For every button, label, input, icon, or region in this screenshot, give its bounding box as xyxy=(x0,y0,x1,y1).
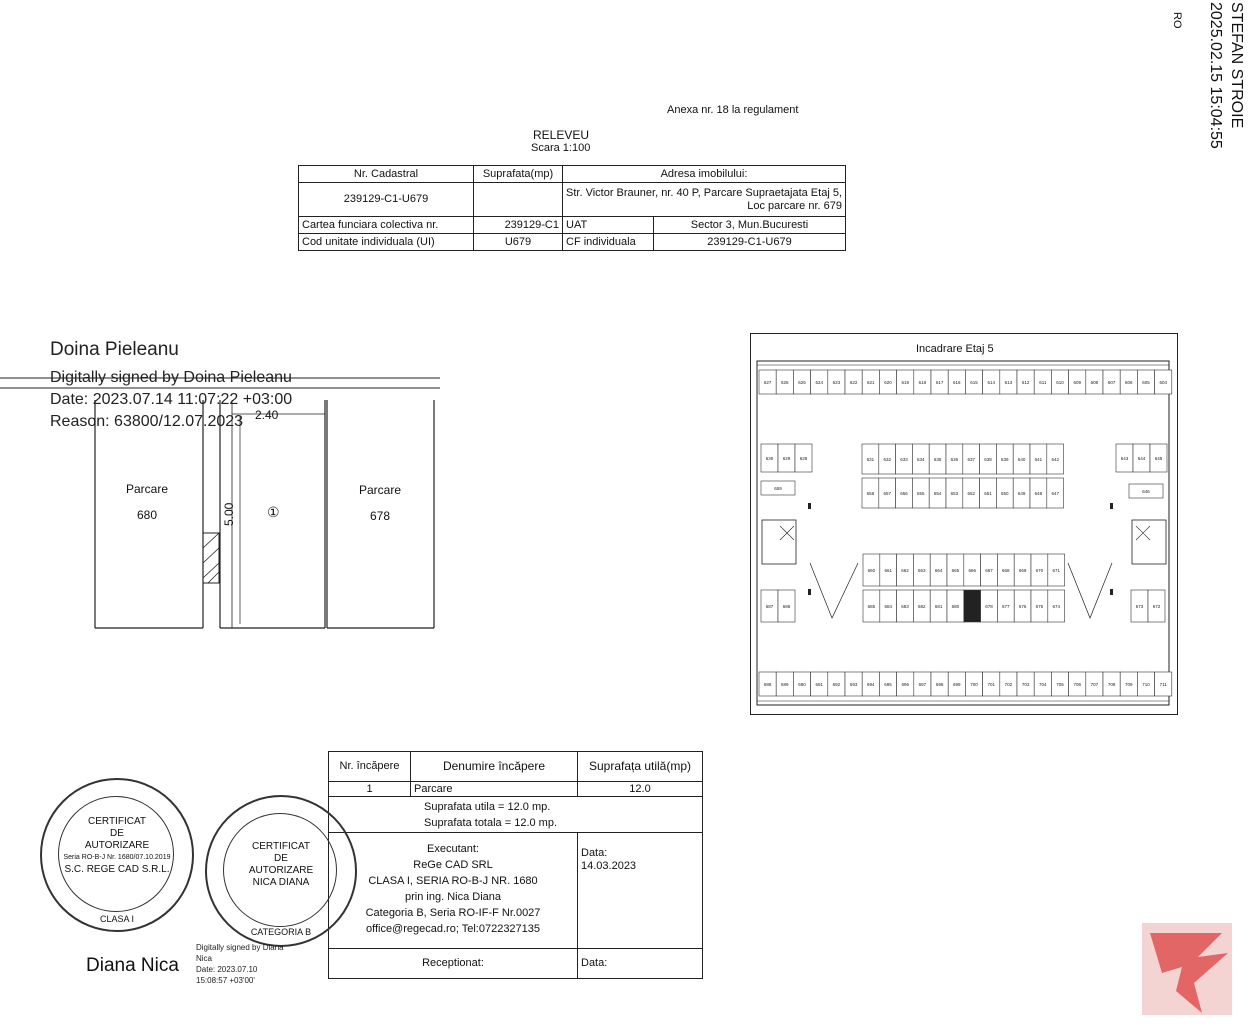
spot-711-label: 711 xyxy=(1159,682,1167,687)
spot-675-label: 675 xyxy=(1035,604,1044,609)
spot-648-label: 648 xyxy=(1034,491,1043,496)
spot-664-label: 664 xyxy=(934,568,943,573)
annex-label: Anexa nr. 18 la regulament xyxy=(667,104,799,116)
signer2-line1: Digitally signed by Diana xyxy=(196,943,284,952)
spot-632-label: 632 xyxy=(883,457,891,462)
room-table xyxy=(328,751,703,979)
stamp1-line6: CLASA I xyxy=(99,914,135,924)
spot-646-label: 646 xyxy=(1142,489,1150,494)
spot-707-label: 707 xyxy=(1090,682,1099,687)
spot-657-label: 657 xyxy=(883,491,891,496)
spot-673-label: 673 xyxy=(1135,604,1144,609)
spot-624-label: 624 xyxy=(815,380,823,385)
spot-671-label: 671 xyxy=(1052,568,1060,573)
spot-710-label: 710 xyxy=(1142,682,1150,687)
spot-693-label: 693 xyxy=(849,682,858,687)
spot-695-label: 695 xyxy=(884,682,892,687)
h-room-area: Suprafața utilă(mp) xyxy=(578,752,703,782)
spot-635-label: 635 xyxy=(933,457,942,462)
spot-622-label: 622 xyxy=(849,380,858,385)
spot-699-label: 699 xyxy=(953,682,961,687)
spot-708-label: 708 xyxy=(1107,682,1116,687)
spot-608-label: 608 xyxy=(1090,380,1099,385)
stamp1-line4: Seria RO-B-J Nr. 1680/07.10.2019 xyxy=(63,854,171,861)
spot-658-label: 658 xyxy=(866,491,875,496)
stamp2-line5: CATEGORIA B xyxy=(250,927,312,937)
spot-669-label: 669 xyxy=(1018,568,1027,573)
spot-686-label: 686 xyxy=(782,604,791,609)
stamp-company xyxy=(40,778,194,932)
spot-666-label: 666 xyxy=(968,568,976,573)
spot-703-label: 703 xyxy=(1021,682,1030,687)
spot-681-label: 681 xyxy=(934,604,943,609)
signer1-name: Doina Pieleanu xyxy=(50,339,179,360)
h-room-nr: Nr. încăpere xyxy=(329,752,411,782)
spot-609-label: 609 xyxy=(1073,380,1081,385)
spot-670-label: 670 xyxy=(1035,568,1044,573)
ramp-left xyxy=(810,563,858,618)
spot-684-label: 684 xyxy=(884,604,892,609)
spot-633-label: 633 xyxy=(900,457,908,462)
stamp1-line2: DE xyxy=(110,828,124,839)
overview-plan xyxy=(750,333,1178,715)
spot-652-label: 652 xyxy=(967,491,975,496)
spot-645-label: 645 xyxy=(1154,456,1163,461)
spot-613-label: 613 xyxy=(1004,380,1013,385)
signer2-name: Diana Nica xyxy=(86,955,179,976)
spot-688-label: 688 xyxy=(763,682,772,687)
spot-616-label: 616 xyxy=(953,380,961,385)
executant-category: Categoria B, Seria RO-IF-F Nr.0027 xyxy=(365,907,541,919)
useful-area: Suprafata utila = 12.0 mp. xyxy=(424,800,551,813)
spot-674-label: 674 xyxy=(1052,604,1060,609)
signer2-line4: 15:08:57 +03'00' xyxy=(196,976,255,985)
spot-655-label: 655 xyxy=(917,491,925,496)
uat-label: UAT xyxy=(563,217,654,234)
spot-659-label: 659 xyxy=(774,486,782,491)
spot-678-label: 678 xyxy=(985,604,993,609)
spot-661-label: 661 xyxy=(884,568,892,573)
spot-618-label: 618 xyxy=(918,380,927,385)
stamp1-line5: S.C. REGE CAD S.R.L. xyxy=(64,864,170,875)
receipt-date: Data: xyxy=(578,949,703,979)
spot-643-label: 643 xyxy=(1120,456,1129,461)
spot-692-label: 692 xyxy=(832,682,841,687)
spot-680-label: 680 xyxy=(951,604,960,609)
scale-label: Scara 1:100 xyxy=(531,142,591,154)
spot-709-label: 709 xyxy=(1125,682,1133,687)
h-address: Adresa imobilului: xyxy=(563,166,846,183)
address-value: Str. Victor Brauner, nr. 40 P, Parcare Supraetajata Etaj 5, Loc parcare nr. 679 xyxy=(563,183,846,217)
spot-629-label: 629 xyxy=(782,456,791,461)
right-spot-label: Parcare xyxy=(359,483,402,497)
spot-668-label: 668 xyxy=(1002,568,1010,573)
spot-701-label: 701 xyxy=(987,682,995,687)
spot-694-label: 694 xyxy=(867,682,875,687)
cadastral-value: 239129-C1-U679 xyxy=(299,183,474,217)
spot-691-label: 691 xyxy=(815,682,823,687)
spot-640-label: 640 xyxy=(1017,457,1026,462)
spot-704-label: 704 xyxy=(1039,682,1047,687)
right-spot-number: 678 xyxy=(370,509,391,523)
total-area: Suprafata totala = 12.0 mp. xyxy=(424,816,558,829)
ui-value: U679 xyxy=(474,234,563,251)
date-value: 14.03.2023 xyxy=(581,860,637,872)
spot-642-label: 642 xyxy=(1051,457,1059,462)
executant-contact: office@regecad.ro; Tel:0722327135 xyxy=(365,923,541,935)
room-marker: ① xyxy=(267,504,280,520)
spot-706-label: 706 xyxy=(1073,682,1081,687)
spot-700-label: 700 xyxy=(970,682,978,687)
cfi-label: CF individuala xyxy=(563,234,654,251)
spot-607-label: 607 xyxy=(1107,380,1116,385)
spot-650-label: 650 xyxy=(1001,491,1009,496)
room-area: 12.0 xyxy=(578,782,703,797)
h-area: Suprafata(mp) xyxy=(474,166,563,183)
spot-679 xyxy=(964,590,981,622)
signer1-line1: Digitally signed by Doina Pieleanu xyxy=(50,369,292,386)
spot-611-label: 611 xyxy=(1039,380,1047,385)
left-spot-label: Parcare xyxy=(126,482,169,496)
signer2-line2: Nica xyxy=(196,954,213,963)
cf-label: Cartea funciara colectiva nr. xyxy=(299,217,474,234)
spot-606-label: 606 xyxy=(1125,380,1133,385)
logo-icon xyxy=(1142,923,1232,1015)
spot-620-label: 620 xyxy=(884,380,892,385)
spot-683-label: 683 xyxy=(901,604,909,609)
spot-687-label: 687 xyxy=(765,604,774,609)
spot-696-label: 696 xyxy=(901,682,909,687)
spot-638-label: 638 xyxy=(984,457,992,462)
spot-604-label: 604 xyxy=(1159,380,1167,385)
signer2-line3: Date: 2023.07.10 xyxy=(196,965,258,974)
spot-667-label: 667 xyxy=(985,568,993,573)
left-spot-number: 680 xyxy=(137,508,158,522)
cfi-value: 239129-C1-U679 xyxy=(654,234,846,251)
side-signature-name: STEFAN STROIE xyxy=(1228,2,1245,129)
side-signature-datetime: 2025.02.15 15:04:55 xyxy=(1207,2,1224,149)
stamp1-line1: CERTIFICAT xyxy=(88,816,146,827)
spot-631-label: 631 xyxy=(866,457,875,462)
h-room-name: Denumire încăpere xyxy=(411,752,578,782)
spot-617-label: 617 xyxy=(935,380,944,385)
executant-class: CLASA I, SERIA RO-B-J NR. 1680 xyxy=(368,875,538,887)
spot-625-label: 625 xyxy=(798,380,806,385)
overview-title: Incadrare Etaj 5 xyxy=(916,343,994,355)
spot-619-label: 619 xyxy=(901,380,909,385)
spot-653-label: 653 xyxy=(950,491,959,496)
ui-label: Cod unitate individuala (UI) xyxy=(299,234,474,251)
spot-690-label: 690 xyxy=(798,682,806,687)
spot-649-label: 649 xyxy=(1017,491,1026,496)
spot-660-label: 660 xyxy=(867,568,876,573)
spot-677-label: 677 xyxy=(1002,604,1010,609)
spot-665-label: 665 xyxy=(951,568,960,573)
spot-689-label: 689 xyxy=(781,682,789,687)
spot-623-label: 623 xyxy=(832,380,841,385)
width-dimension: 2.40 xyxy=(255,408,279,422)
spot-610-label: 610 xyxy=(1056,380,1064,385)
spot-644-label: 644 xyxy=(1137,456,1146,461)
spot-702-label: 702 xyxy=(1004,682,1013,687)
spot-651-label: 651 xyxy=(984,491,992,496)
spot-627-label: 627 xyxy=(763,380,772,385)
area-value xyxy=(474,183,563,217)
info-table xyxy=(298,165,846,251)
receipt-label: Receptionat: xyxy=(329,949,578,979)
document-title: RELEVEU xyxy=(533,128,590,142)
spot-641-label: 641 xyxy=(1034,457,1043,462)
spot-663-label: 663 xyxy=(918,568,926,573)
signer1-line2: Date: 2023.07.14 11:07:22 +03:00 xyxy=(50,391,293,408)
spot-621-label: 621 xyxy=(867,380,875,385)
stamp2-line3: AUTORIZARE xyxy=(248,865,314,876)
spot-682-label: 682 xyxy=(918,604,926,609)
side-signature-locale: RO xyxy=(1171,12,1183,29)
ramp-right xyxy=(1068,563,1112,618)
stamp-personal xyxy=(205,795,357,947)
spot-647-label: 647 xyxy=(1051,491,1059,496)
stamp2-line4: NICA DIANA xyxy=(252,877,310,888)
spot-685-label: 685 xyxy=(867,604,876,609)
spot-654-label: 654 xyxy=(933,491,942,496)
cf-value: 239129-C1 xyxy=(474,217,563,234)
room-nr: 1 xyxy=(329,782,411,797)
executant-by: prin ing. Nica Diana xyxy=(405,891,501,903)
spot-630-label: 630 xyxy=(765,456,774,461)
executant-title: Executant: xyxy=(427,843,479,855)
stamp2-line2: DE xyxy=(274,853,288,864)
spot-628-label: 628 xyxy=(799,456,808,461)
spot-634-label: 634 xyxy=(917,457,925,462)
stamp1-line3: AUTORIZARE xyxy=(84,840,150,851)
spot-639-label: 639 xyxy=(1001,457,1009,462)
spot-697-label: 697 xyxy=(918,682,927,687)
spot-605-label: 605 xyxy=(1142,380,1150,385)
spot-662-label: 662 xyxy=(901,568,909,573)
spot-615-label: 615 xyxy=(970,380,978,385)
date-label: Data: xyxy=(581,847,608,859)
spot-672-label: 672 xyxy=(1152,604,1161,609)
spot-698-label: 698 xyxy=(935,682,944,687)
spot-637-label: 637 xyxy=(967,457,975,462)
room-name: Parcare xyxy=(411,782,578,797)
stair-left xyxy=(762,520,796,564)
length-dimension: 5.00 xyxy=(222,502,236,526)
spot-612-label: 612 xyxy=(1021,380,1030,385)
spot-636-label: 636 xyxy=(950,457,959,462)
spot-656-label: 656 xyxy=(900,491,908,496)
spot-705-label: 705 xyxy=(1056,682,1064,687)
spot-614-label: 614 xyxy=(987,380,995,385)
stamp2-line1: CERTIFICAT xyxy=(252,841,310,852)
spot-676-label: 676 xyxy=(1018,604,1027,609)
floor-outline xyxy=(757,361,1169,705)
uat-value: Sector 3, Mun.Bucuresti xyxy=(654,217,846,234)
signer1-line3: Reason: 63800/12.07.2023 xyxy=(50,413,244,430)
h-cadastral: Nr. Cadastral xyxy=(299,166,474,183)
spot-626-label: 626 xyxy=(781,380,789,385)
executant-company: ReGe CAD SRL xyxy=(413,859,493,871)
